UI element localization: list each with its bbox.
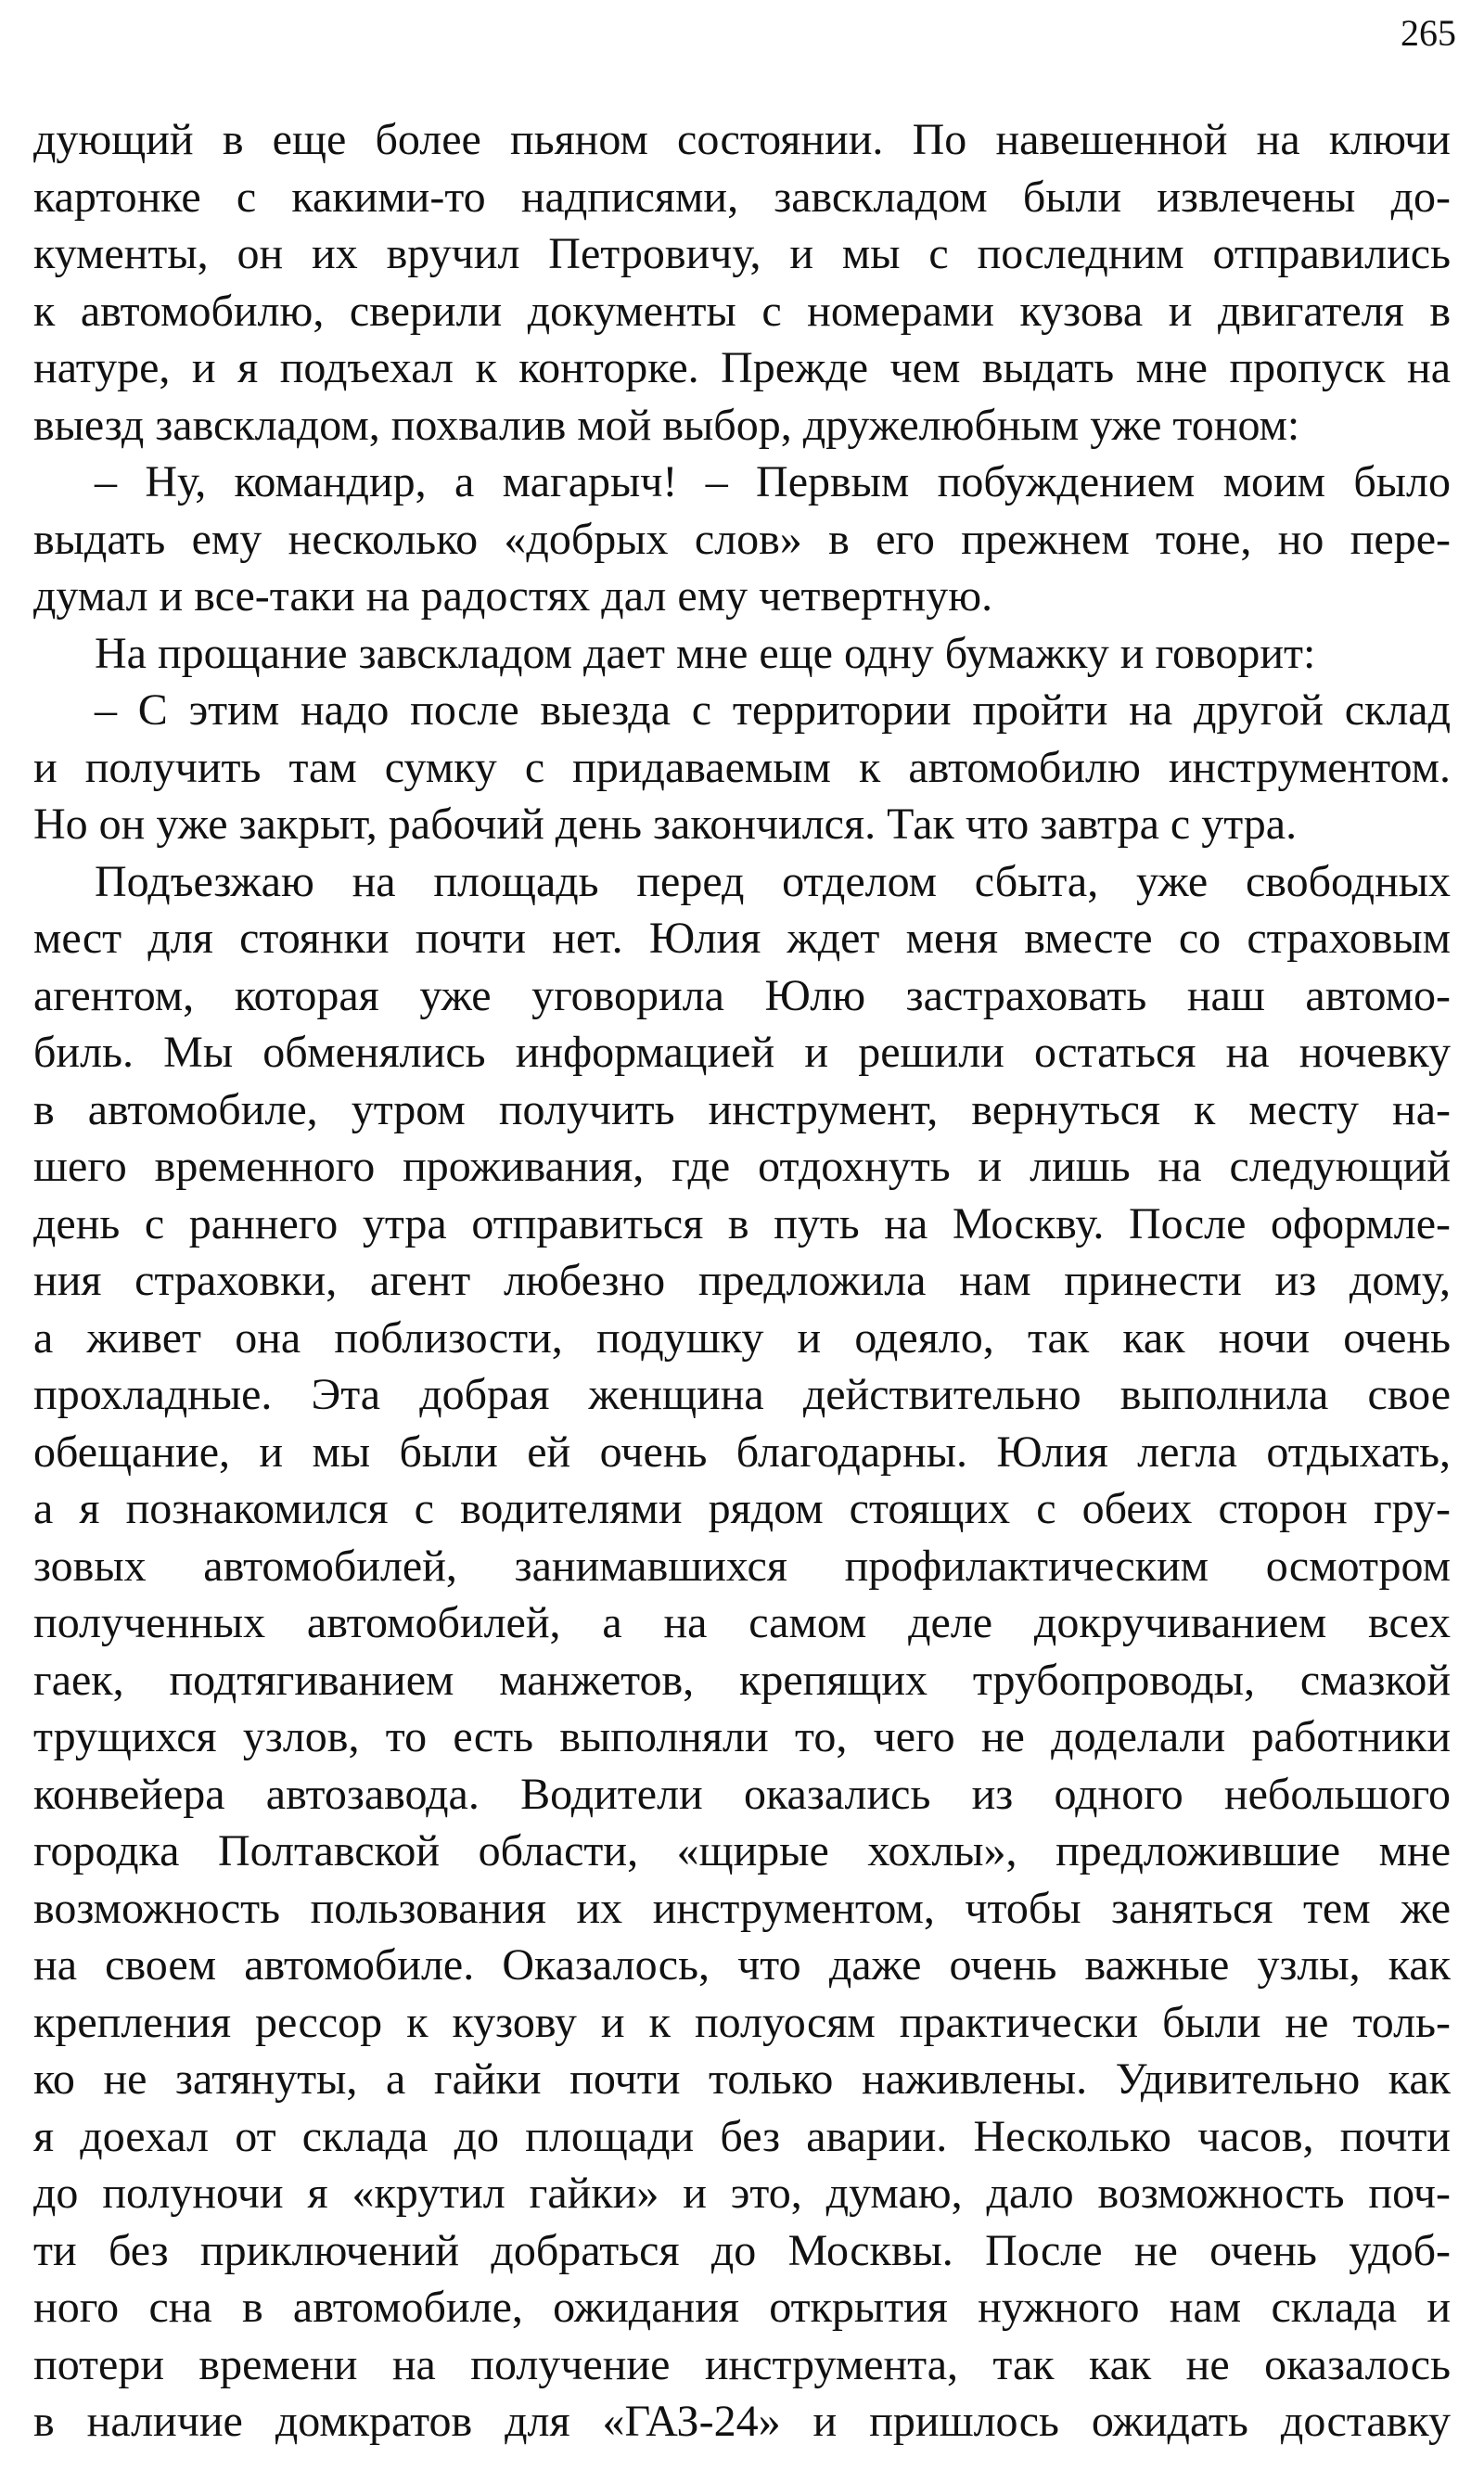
text-line: к автомобилю, сверили документы с номерами кузова и двигателя в: [33, 286, 1451, 336]
text-line: ного сна в автомобиле, ожидания открытия нужного нам склада и: [33, 2283, 1451, 2332]
text-line: Но он уже закрыт, рабочий день закончился. Так что завтра с утра.: [33, 800, 1298, 849]
page-number: 265: [1401, 12, 1456, 54]
text-line: в наличие домкратов для «ГАЗ-24» и пришлось ожидать доставку: [33, 2397, 1451, 2446]
text-line: агентом, которая уже уговорила Юлю застраховать наш автомо-: [33, 970, 1451, 1020]
text-line: до полуночи я «крутил гайки» и это, думаю, дало возможность поч-: [33, 2169, 1451, 2218]
text-line: городка Полтавской области, «щирые хохлы», предложившие мне: [33, 1826, 1451, 1875]
text-line: ти без приключений добраться до Москвы. После не очень удоб-: [33, 2225, 1451, 2275]
text-line: гаек, подтягиванием манжетов, крепящих трубопроводы, смазкой: [33, 1655, 1451, 1705]
text-line: кументы, он их вручил Петровичу, и мы с последним отправились: [33, 229, 1451, 278]
text-line: ния страховки, агент любезно предложила нам принести из дому,: [33, 1256, 1451, 1305]
text-line: натуре, и я подъехал к конторке. Прежде чем выдать мне пропуск на: [33, 343, 1451, 392]
text-line: возможность пользования их инструментом, чтобы заняться тем же: [33, 1883, 1451, 1933]
text-line: обещание, и мы были ей очень благодарны. Юлия легла отдыхать,: [33, 1427, 1451, 1477]
text-line: полученных автомобилей, а на самом деле докручиванием всех: [33, 1598, 1451, 1647]
text-line: – Ну, командир, а магарыч! – Первым побуждением моим было: [95, 457, 1451, 506]
text-line: дующий в еще более пьяном состоянии. По навешенной на ключи: [33, 115, 1451, 164]
text-line: картонке с какими-то надписями, завскладом были извлечены до-: [33, 172, 1451, 222]
text-line: На прощание завскладом дает мне еще одну бумажку и говорит:: [95, 628, 1316, 678]
text-line: зовых автомобилей, занимавшихся профилактическим осмотром: [33, 1541, 1451, 1591]
body-text: [33, 111, 1451, 2451]
text-line: я доехал от склада до площади без аварии. Несколько часов, почти: [33, 2111, 1451, 2161]
text-line: трущихся узлов, то есть выполняли то, чего не доделали работники: [33, 1712, 1451, 1761]
text-line: на своем автомобиле. Оказалось, что даже очень важные узлы, как: [33, 1940, 1451, 1990]
text-line: выдать ему несколько «добрых слов» в его прежнем тоне, но пере-: [33, 514, 1451, 564]
text-line: мест для стоянки почти нет. Юлия ждет меня вместе со страховым: [33, 914, 1451, 963]
text-line: в автомобиле, утром получить инструмент, вернуться к месту на-: [33, 1084, 1451, 1134]
text-line: а живет она поблизости, подушку и одеяло, так как ночи очень: [33, 1312, 1451, 1363]
text-line: ко не затянуты, а гайки почти только наживлены. Удивительно как: [33, 2054, 1451, 2104]
text-line: а я познакомился с водителями рядом стоящих с обеих сторон гру-: [33, 1484, 1451, 1533]
text-line: потери времени на получение инструмента, так как не оказалось: [33, 2339, 1451, 2389]
text-line: день с раннего утра отправиться в путь на Москву. После оформле-: [33, 1198, 1451, 1248]
text-line: Подъезжаю на площадь перед отделом сбыта, уже свободных: [95, 856, 1451, 906]
text-line: биль. Мы обменялись информацией и решили остаться на ночевку: [33, 1028, 1451, 1077]
text-line: и получить там сумку с придаваемым к автомобилю инструментом.: [33, 742, 1451, 792]
text-line: шего временного проживания, где отдохнуть и лишь на следующий: [33, 1142, 1451, 1191]
text-line: думал и все-таки на радостях дал ему четвертную.: [33, 571, 993, 621]
text-line: крепления рессор к кузову и к полуосям практически были не толь-: [33, 1997, 1451, 2047]
text-line: конвейера автозавода. Водители оказались из одного небольшого: [33, 1769, 1451, 1819]
text-line: выезд завскладом, похвалив мой выбор, дружелюбным уже тоном:: [33, 400, 1300, 450]
text-line: – С этим надо после выезда с территории пройти на другой склад: [95, 685, 1451, 735]
text-line: прохладные. Эта добрая женщина действительно выполнила свое: [33, 1370, 1451, 1419]
